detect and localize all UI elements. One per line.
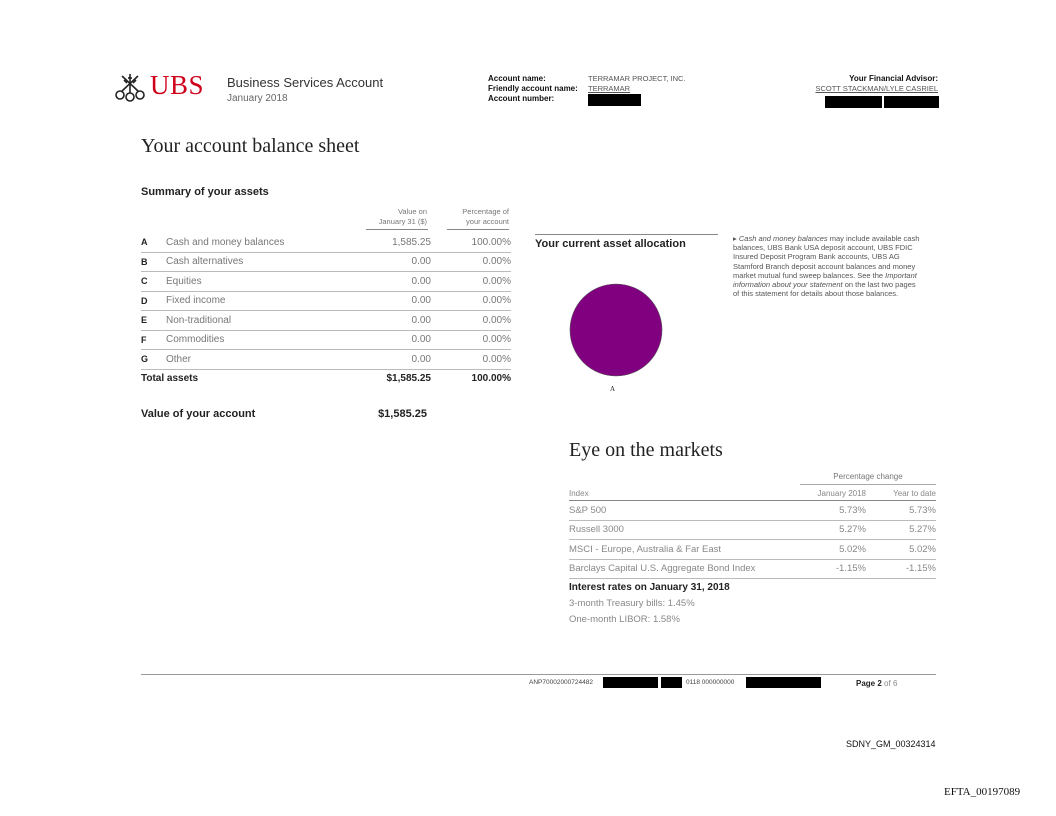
- footer-rule: [141, 674, 936, 675]
- market-row: [569, 501, 936, 521]
- assets-table: [141, 233, 511, 388]
- pie-label-a: A: [610, 385, 616, 393]
- asset-label: Cash alternatives: [166, 252, 351, 272]
- asset-label: Other: [166, 350, 351, 370]
- total-assets-label: Total assets: [141, 373, 199, 385]
- asset-value: 0.00: [351, 330, 431, 350]
- market-month: 5.02%: [800, 540, 866, 560]
- month-column-header: January 2018: [800, 486, 866, 501]
- asset-row: [141, 233, 511, 252]
- market-month: 5.27%: [800, 520, 866, 540]
- asset-letter: A: [141, 233, 166, 252]
- asset-row: [141, 311, 511, 331]
- advisor-redaction-2: [884, 96, 939, 108]
- account-number-label: Account number:: [488, 94, 555, 103]
- account-number-redaction: [588, 94, 641, 106]
- summary-title: Summary of your assets: [141, 186, 269, 198]
- treasury-rate: 3-month Treasury bills: 1.45%: [569, 598, 695, 609]
- value-header-rule: [366, 229, 428, 230]
- account-value-label: Value of your account: [141, 408, 256, 420]
- asset-letter: G: [141, 350, 166, 370]
- asset-value: 1,585.25: [351, 233, 431, 252]
- allocation-rule: [535, 234, 718, 235]
- value-column-header: Value on January 31 ($): [378, 207, 427, 226]
- interest-rates-title: Interest rates on January 31, 2018: [569, 582, 730, 593]
- market-ytd: 5.27%: [866, 520, 936, 540]
- advisor-redaction-1: [825, 96, 882, 108]
- asset-row: [141, 291, 511, 311]
- asset-label: Fixed income: [166, 291, 351, 311]
- asset-label: Non-traditional: [166, 311, 351, 331]
- asset-letter: C: [141, 272, 166, 292]
- asset-row: [141, 330, 511, 350]
- footer-redaction-3: [746, 677, 821, 688]
- market-ytd: 5.73%: [866, 501, 936, 521]
- market-ytd: 5.02%: [866, 540, 936, 560]
- total-assets-value: $1,585.25: [386, 373, 431, 385]
- footer-redaction-2: [661, 677, 682, 688]
- asset-label: Equities: [166, 272, 351, 292]
- cash-balances-note: ▸ Cash and money balances may include available cash balances, UBS Bank USA deposit account, UBS FDIC Insured Deposit Program Bank accounts, UBS AG Stamford Branch deposit account balances and money market mutual fund sweep balances. See the Important information about your statement on the last two pages of this statement for details about those balances.: [733, 234, 920, 299]
- asset-pct: 0.00%: [431, 311, 511, 331]
- account-value-amount: $1,585.25: [378, 408, 427, 420]
- asset-label: Commodities: [166, 330, 351, 350]
- market-month: -1.15%: [800, 559, 866, 579]
- allocation-title: Your current asset allocation: [535, 238, 686, 250]
- total-assets-pct: 100.00%: [471, 373, 511, 385]
- asset-pct: 100.00%: [431, 233, 511, 252]
- asset-pct: 0.00%: [431, 252, 511, 272]
- total-assets-row: [141, 369, 511, 388]
- asset-value: 0.00: [351, 311, 431, 331]
- asset-letter: B: [141, 252, 166, 272]
- market-ytd: -1.15%: [866, 559, 936, 579]
- advisor-label: Your Financial Advisor:: [849, 74, 938, 83]
- account-name-value: TERRAMAR PROJECT, INC.: [588, 74, 686, 83]
- asset-letter: F: [141, 330, 166, 350]
- asset-value: 0.00: [351, 252, 431, 272]
- statement-period: January 2018: [227, 93, 288, 104]
- asset-pct: 0.00%: [431, 291, 511, 311]
- index-column-header: Index: [569, 486, 800, 501]
- asset-label: Cash and money balances: [166, 233, 351, 252]
- asset-pct: 0.00%: [431, 272, 511, 292]
- allocation-pie-chart: [566, 280, 666, 380]
- asset-value: 0.00: [351, 291, 431, 311]
- account-type-title: Business Services Account: [227, 75, 384, 90]
- markets-table: [569, 486, 936, 579]
- market-index: MSCI - Europe, Australia & Far East: [569, 540, 800, 560]
- market-month: 5.73%: [800, 501, 866, 521]
- market-index: Barclays Capital U.S. Aggregate Bond Index: [569, 559, 800, 579]
- pie-slice-a: [570, 284, 662, 376]
- bates-number: SDNY_GM_00324314: [846, 739, 936, 749]
- asset-pct: 0.00%: [431, 350, 511, 370]
- asset-value: 0.00: [351, 350, 431, 370]
- footer-redaction-1: [603, 677, 658, 688]
- asset-row: [141, 350, 511, 370]
- market-index: S&P 500: [569, 501, 800, 521]
- market-index: Russell 3000: [569, 520, 800, 540]
- asset-letter: D: [141, 291, 166, 311]
- page-title: Your account balance sheet: [141, 135, 360, 157]
- account-name-label: Account name:: [488, 74, 546, 83]
- libor-rate: One-month LIBOR: 1.58%: [569, 614, 680, 625]
- friendly-name-value: TERRAMAR: [588, 84, 631, 93]
- asset-letter: E: [141, 311, 166, 331]
- page-number: Page 2 of 6: [856, 679, 898, 688]
- friendly-name-label: Friendly account name:: [488, 84, 578, 93]
- ubs-keys-icon: [113, 73, 147, 108]
- asset-pct: 0.00%: [431, 330, 511, 350]
- market-row: [569, 540, 936, 560]
- percentage-change-header: Percentage change: [833, 472, 903, 481]
- asset-row: [141, 272, 511, 292]
- asset-row: [141, 252, 511, 272]
- efta-number: EFTA_00197089: [944, 786, 1021, 798]
- ytd-column-header: Year to date: [866, 486, 936, 501]
- ubs-logo: UBS: [150, 70, 205, 100]
- bullet-arrow-icon: ▸: [733, 234, 739, 243]
- market-row: [569, 520, 936, 540]
- asset-value: 0.00: [351, 272, 431, 292]
- markets-title: Eye on the markets: [569, 439, 723, 461]
- pct-header-rule: [447, 229, 509, 230]
- percentage-column-header: Percentage of your account: [462, 207, 509, 226]
- market-row: [569, 559, 936, 579]
- footer-code-2: 0118 000000000: [686, 679, 735, 686]
- percentage-change-rule: [800, 484, 936, 485]
- advisor-name: SCOTT STACKMAN/LYLE CASRIEL: [815, 84, 938, 93]
- footer-code-1: ANP70002000724482: [529, 679, 593, 686]
